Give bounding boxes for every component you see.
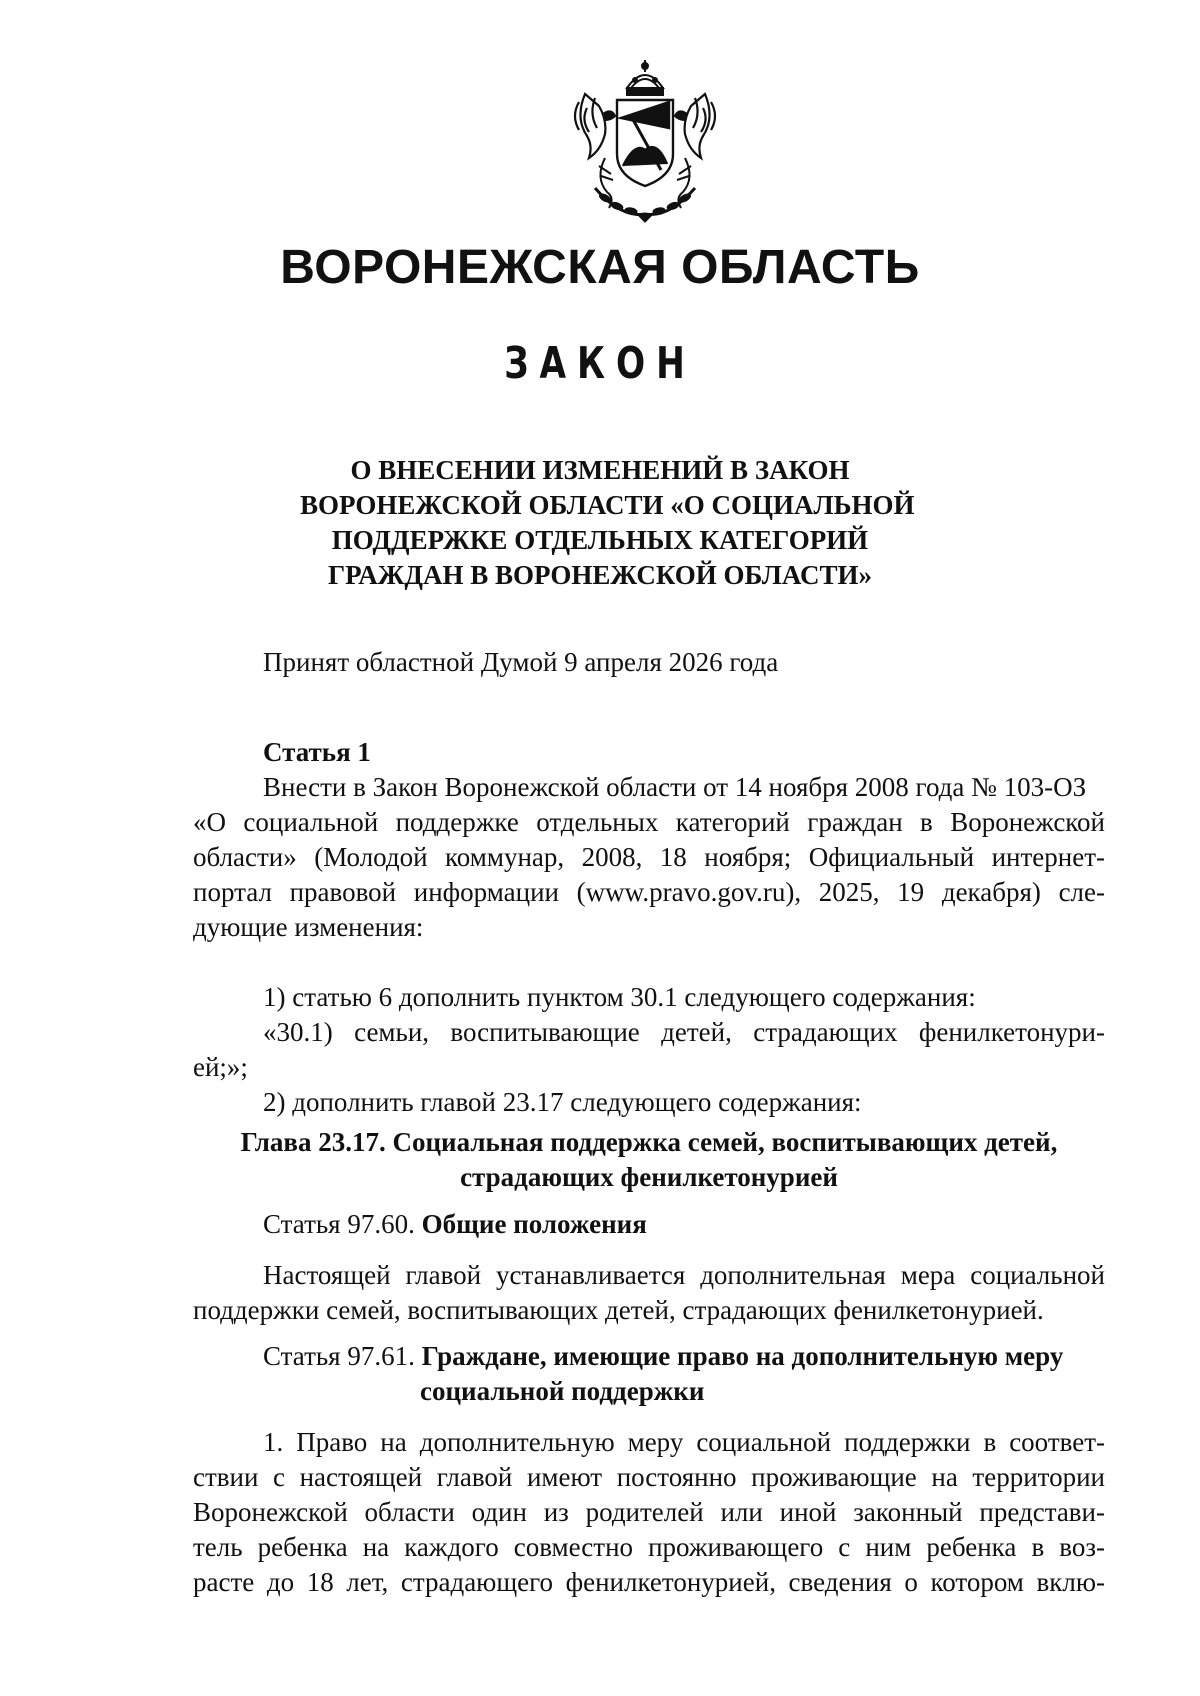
article-9761-text <box>193 1425 1105 1600</box>
article-number: Статья 97.60. <box>263 1209 415 1239</box>
article-1-items <box>193 980 1105 1120</box>
item-1-line: 1) статью 6 дополнить пунктом 30.1 следующего содержания: <box>263 982 976 1012</box>
law-title-line: ПОДДЕРЖКЕ ОТДЕЛЬНЫХ КАТЕГОРИЙ <box>331 525 869 555</box>
text-line: расте до 18 лет, страдающего фенилкетонурией, сведения о котором вклю- <box>193 1567 1105 1597</box>
chapter-heading <box>193 1125 1105 1195</box>
article-9760-text <box>193 1258 1105 1328</box>
law-title-line: О ВНЕСЕНИИ ИЗМЕНЕНИЙ В ЗАКОН <box>350 455 850 485</box>
law-title-line: ГРАЖДАН В ВОРОНЕЖСКОЙ ОБЛАСТИ» <box>328 560 872 590</box>
text-line: «О социальной поддержке отдельных категорий граждан в Воронежской <box>193 807 1105 837</box>
item-1-quote-line: ей;»; <box>193 1052 248 1082</box>
chapter-heading-line: страдающих фенилкетонурией <box>460 1162 838 1192</box>
law-title <box>300 453 915 593</box>
article-title: Граждане, имеющие право на дополнительную меру <box>421 1341 1064 1371</box>
coat-of-arms-emblem <box>565 58 725 224</box>
document-type-title: ЗАКОН <box>504 338 696 389</box>
text-line: 1. Право на дополнительную меру социальной поддержки в соответ- <box>263 1427 1105 1457</box>
region-title: ВОРОНЕЖСКАЯ ОБЛАСТЬ <box>280 241 920 294</box>
item-2-line: 2) дополнить главой 23.17 следующего содержания: <box>263 1087 862 1117</box>
text-line: портал правовой информации (www.pravo.gov.ru), 2025, 19 декабря) сле- <box>193 877 1105 907</box>
text-line: дующие изменения: <box>193 912 424 942</box>
text-line: тель ребенка на каждого совместно проживающего с ним ребенка в воз- <box>193 1532 1105 1562</box>
article-9760-heading <box>263 1207 647 1242</box>
text-line: ствии с настоящей главой имеют постоянно проживающие на территории <box>193 1462 1105 1492</box>
text-line: Внести в Закон Воронежской области от 14 ноября 2008 года № 103-ОЗ <box>263 772 1087 802</box>
article-number: Статья 97.61. <box>263 1341 415 1371</box>
article-9761-title-cont: социальной поддержки <box>420 1376 705 1406</box>
text-line: поддержки семей, воспитывающих детей, страдающих фенилкетонурией. <box>193 1295 1044 1325</box>
text-line: Воронежской области один из родителей или иной законный представи- <box>193 1497 1105 1527</box>
article-title: Общие положения <box>421 1209 647 1239</box>
article-9761-heading <box>263 1339 1063 1374</box>
adoption-date: Принят областной Думой 9 апреля 2026 года <box>263 647 779 677</box>
law-title-line: ВОРОНЕЖСКОЙ ОБЛАСТИ «О СОЦИАЛЬНОЙ <box>300 490 915 520</box>
article-1-heading: Статья 1 <box>263 737 371 767</box>
text-line: Настоящей главой устанавливается дополнительная мера социальной <box>263 1260 1105 1290</box>
text-line: области» (Молодой коммунар, 2008, 18 ноября; Официальный интернет- <box>193 842 1105 872</box>
article-1-intro <box>193 770 1105 945</box>
item-1-quote-line: «30.1) семьи, воспитывающие детей, страдающих фенилкетонури- <box>263 1017 1105 1047</box>
chapter-heading-line: Глава 23.17. Социальная поддержка семей, воспитывающих детей, <box>240 1127 1058 1157</box>
